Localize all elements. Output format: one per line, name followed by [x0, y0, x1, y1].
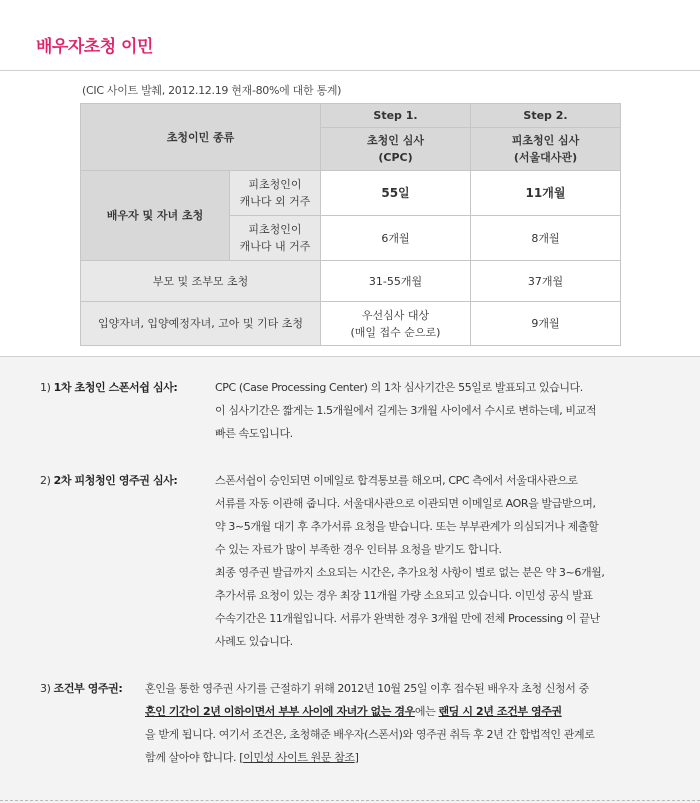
note-3-label: 조건부 영주권: [53, 682, 119, 695]
cic-source-link[interactable]: 이민성 사이트 원문 참조: [243, 751, 355, 764]
header-type: 초청이민 종류: [81, 104, 321, 171]
row-inside-step1: 6개월: [321, 216, 471, 261]
notes-section: 1) 1차 초청인 스폰서쉽 심사: CPC (Case Processing Center) 의 1차 심사기간은 55일로 발표되고 있습니다. 이 심사기간은 짧게는 1.5개월에서 길게는 3개월 사이에서 수시로 변하는데, 비교적 빠른 속도입니다. 2) 2차 피청청인 영주권 심사: 스폰서쉽이 승인되면 이메일로 합격통보를 해오며, CPC 측에서 서울대사관으로 서류를 자동 이관해 줍니다. 서울대사관으로 이관되면 이메일로 AOR을 발급받으며, 약 3~5개월 대기 후 추가서류 요청을 받습니다. 또는 부부관계가 의심되거나 제출할 수 있는 자료가 많이 부족한 경우 인터뷰 요청을 받기도 합니다. 최종 영주권 발급까지 소요되는 시간은, 추가요청 사항이 별로 없는 분은 약 3~6개월, 추가서류 요청이 있는 경우 최장 11개월 가량 소요되고 있습니다. 이민성 공식 발표 수속기간은 11개월입니다. 서류가 완벽한 경우 3개월 만에 전체 Processing 이 끝난 사례도 있습니다. 3) 조건부 영주권: 혼인을 통한 영주권 사기를 근절하기 위해 2012년 10월 25일 이후 접수된 배우자 초청 신청서 중 혼인 기간이 2년 이하이면서 부부 사이에 자녀가 없는 경우에는 랜딩 시 2년 조건부 영주권 을 받게 됩니다. 여기서 조건은, 초청해준 배우자(스폰서)와 영주권 취득 후 2년 간 합법적인 관계로 함께 살아야 합니다. [이민성 사이트 원문 참조]: [0, 356, 700, 803]
note-2-label: 2차 피청청인 영주권 심사: [53, 474, 174, 487]
header-step2: Step 2.: [471, 104, 621, 128]
note-1-body: CPC (Case Processing Center) 의 1차 심사기간은 55일로 발표되고 있습니다. 이 심사기간은 짧게는 1.5개월에서 길게는 3개월 사이에서 수시로 변하는데, 비교적 빠른 속도입니다.: [215, 381, 597, 440]
highlight-condition: 혼인 기간이 2년 이하이면서 부부 사이에 자녀가 없는 경우: [145, 705, 415, 718]
source-note: (CIC 사이트 발췌, 2012.12.19 현재-80%에 대한 통계): [82, 84, 342, 97]
row-parents-step1: 31-55개월: [321, 261, 471, 302]
row-spouse-label: 배우자 및 자녀 초청: [81, 171, 230, 261]
row-parents-label: 부모 및 조부모 초청: [81, 261, 321, 302]
row-parents-step2: 37개월: [471, 261, 621, 302]
row-outside-step2: 11개월: [471, 171, 621, 216]
row-inside-step2: 8개월: [471, 216, 621, 261]
note-1-label: 1차 초청인 스폰서쉽 심사: [53, 381, 174, 394]
processing-time-table: [80, 103, 621, 346]
header: [0, 0, 700, 71]
row-outside-step1: 55일: [321, 171, 471, 216]
row-outside-label: 피초청인이 캐나다 외 거주: [230, 171, 321, 216]
highlight-conditional-pr: 랜딩 시 2년 조건부 영주권: [438, 705, 562, 718]
header-step1-sub: 초청인 심사 (CPC): [321, 128, 471, 171]
row-adopt-step2: 9개월: [471, 302, 621, 346]
header-step2-sub: 피초청인 심사 (서울대사관): [471, 128, 621, 171]
row-inside-label: 피초청인이 캐나다 내 거주: [230, 216, 321, 261]
row-adopt-step1: 우선심사 대상 (매일 접수 순으로): [321, 302, 471, 346]
note-3-body: 혼인을 통한 영주권 사기를 근절하기 위해 2012년 10월 25일 이후 접수된 배우자 초청 신청서 중 혼인 기간이 2년 이하이면서 부부 사이에 자녀가 없는 경우에는 랜딩 시 2년 조건부 영주권 을 받게 됩니다. 여기서 조건은, 초청해준 배우자(스폰서)와 영주권 취득 후 2년 간 합법적인 관계로 함께 살아야 합니다. [이민성 사이트 원문 참조]: [145, 682, 595, 764]
page-title: 배우자초청 이민: [36, 37, 153, 57]
note-2-body: 스폰서쉽이 승인되면 이메일로 합격통보를 해오며, CPC 측에서 서울대사관으로 서류를 자동 이관해 줍니다. 서울대사관으로 이관되면 이메일로 AOR을 발급받으며, 약 3~5개월 대기 후 추가서류 요청을 받습니다. 또는 부부관계가 의심되거나 제출할 수 있는 자료가 많이 부족한 경우 인터뷰 요청을 받기도 합니다. 최종 영주권 발급까지 소요되는 시간은, 추가요청 사항이 별로 없는 분은 약 3~6개월, 추가서류 요청이 있는 경우 최장 11개월 가량 소요되고 있습니다. 이민성 공식 발표 수속기간은 11개월입니다. 서류가 완벽한 경우 3개월 만에 전체 Processing 이 끝난 사례도 있습니다.: [215, 474, 605, 648]
header-step1: Step 1.: [321, 104, 471, 128]
row-adopt-label: 입양자녀, 입양예정자녀, 고아 및 기타 초청: [81, 302, 321, 346]
bottom-dashed-divider: [0, 800, 700, 801]
